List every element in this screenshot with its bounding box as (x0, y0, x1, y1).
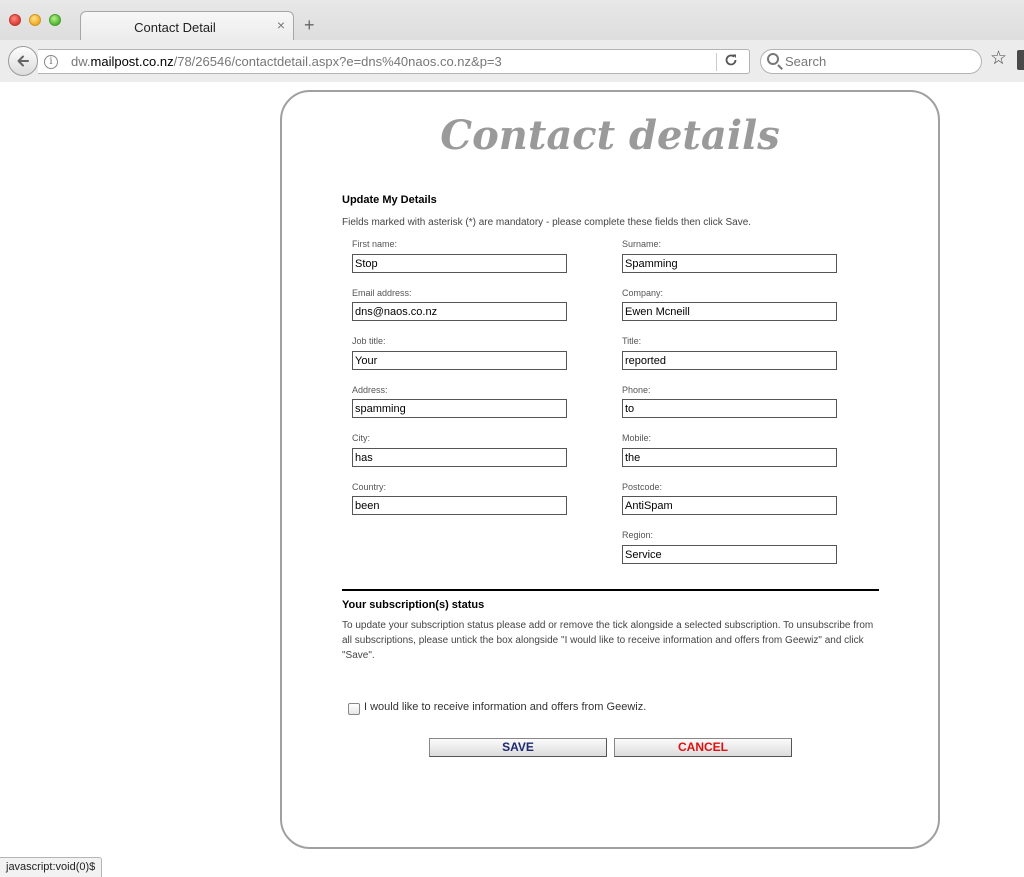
section-divider (342, 589, 879, 591)
postcode-label: Postcode: (622, 482, 663, 492)
subscription-status-title: Your subscription(s) status (342, 599, 485, 611)
first-name-field[interactable] (352, 254, 567, 273)
company-field[interactable] (622, 302, 837, 321)
search-bar[interactable] (760, 49, 982, 74)
city-label: City: (352, 433, 370, 443)
region-label: Region: (622, 530, 654, 540)
status-bar: javascript:void(0)$ (0, 857, 102, 877)
menu-edge (1017, 50, 1024, 70)
first-name-label: First name: (352, 239, 398, 249)
city-field[interactable] (352, 448, 567, 467)
back-button[interactable] (8, 46, 38, 76)
email-field[interactable] (352, 302, 567, 321)
title-field[interactable] (622, 351, 837, 370)
page-title: Contact details (440, 112, 780, 159)
surname-label: Surname: (622, 239, 662, 249)
contact-details-panel (280, 90, 940, 849)
phone-field[interactable] (622, 399, 837, 418)
tab-contact-detail[interactable] (80, 11, 294, 41)
new-tab-button[interactable]: + (304, 15, 315, 35)
phone-label: Phone: (622, 385, 651, 395)
reload-glyph (724, 53, 738, 67)
title-label: Title: (622, 336, 642, 346)
mobile-label: Mobile: (622, 433, 652, 443)
url-text[interactable] (71, 54, 502, 69)
url-host: mailpost.co.nz (90, 54, 174, 69)
tab-title: Contact Detail (134, 20, 216, 35)
postcode-field[interactable] (622, 496, 837, 515)
url-path: /78/26546/contactdetail.aspx?e=dns%40naos.co.nz&p=3 (173, 54, 502, 69)
address-label: Address: (352, 385, 388, 395)
surname-field[interactable] (622, 254, 837, 273)
close-tab-icon[interactable]: × (276, 17, 285, 33)
navigation-toolbar (0, 40, 1024, 82)
back-arrow-icon (16, 54, 30, 68)
subscription-checkbox[interactable] (348, 703, 360, 715)
cancel-button[interactable]: CANCEL (614, 738, 792, 757)
zoom-window-button[interactable] (49, 14, 61, 26)
url-prefix: dw. (71, 54, 91, 69)
info-icon[interactable]: i (44, 55, 58, 69)
close-window-button[interactable] (9, 14, 21, 26)
job-title-field[interactable] (352, 351, 567, 370)
address-field[interactable] (352, 399, 567, 418)
reload-icon[interactable] (724, 53, 738, 71)
address-bar-divider (716, 53, 717, 71)
tab-strip (0, 0, 1024, 40)
update-details-title: Update My Details (342, 194, 437, 206)
email-label: Email address: (352, 288, 412, 298)
minimize-window-button[interactable] (29, 14, 41, 26)
search-icon (767, 53, 779, 65)
subscription-status-note: To update your subscription status please add or remove the tick alongside a selected subscription. To unsubscribe from all subscriptions, please untick the box alongside "I would like to receive information and offers from Geewiz" and click "Save". (342, 620, 874, 661)
subscription-checkbox-label: I would like to receive information and offers from Geewiz. (364, 701, 647, 713)
browser-chrome (0, 0, 1024, 82)
save-button[interactable]: SAVE (429, 738, 607, 757)
company-label: Company: (622, 288, 664, 298)
country-label: Country: (352, 482, 387, 492)
region-field[interactable] (622, 545, 837, 564)
address-bar[interactable] (38, 49, 750, 74)
search-placeholder: Search (785, 54, 827, 69)
country-field[interactable] (352, 496, 567, 515)
update-details-note: Fields marked with asterisk (*) are mandatory - please complete these fields then click Save. (342, 217, 752, 228)
mobile-field[interactable] (622, 448, 837, 467)
bookmark-star-icon[interactable]: ☆ (990, 48, 1008, 69)
job-title-label: Job title: (352, 336, 386, 346)
